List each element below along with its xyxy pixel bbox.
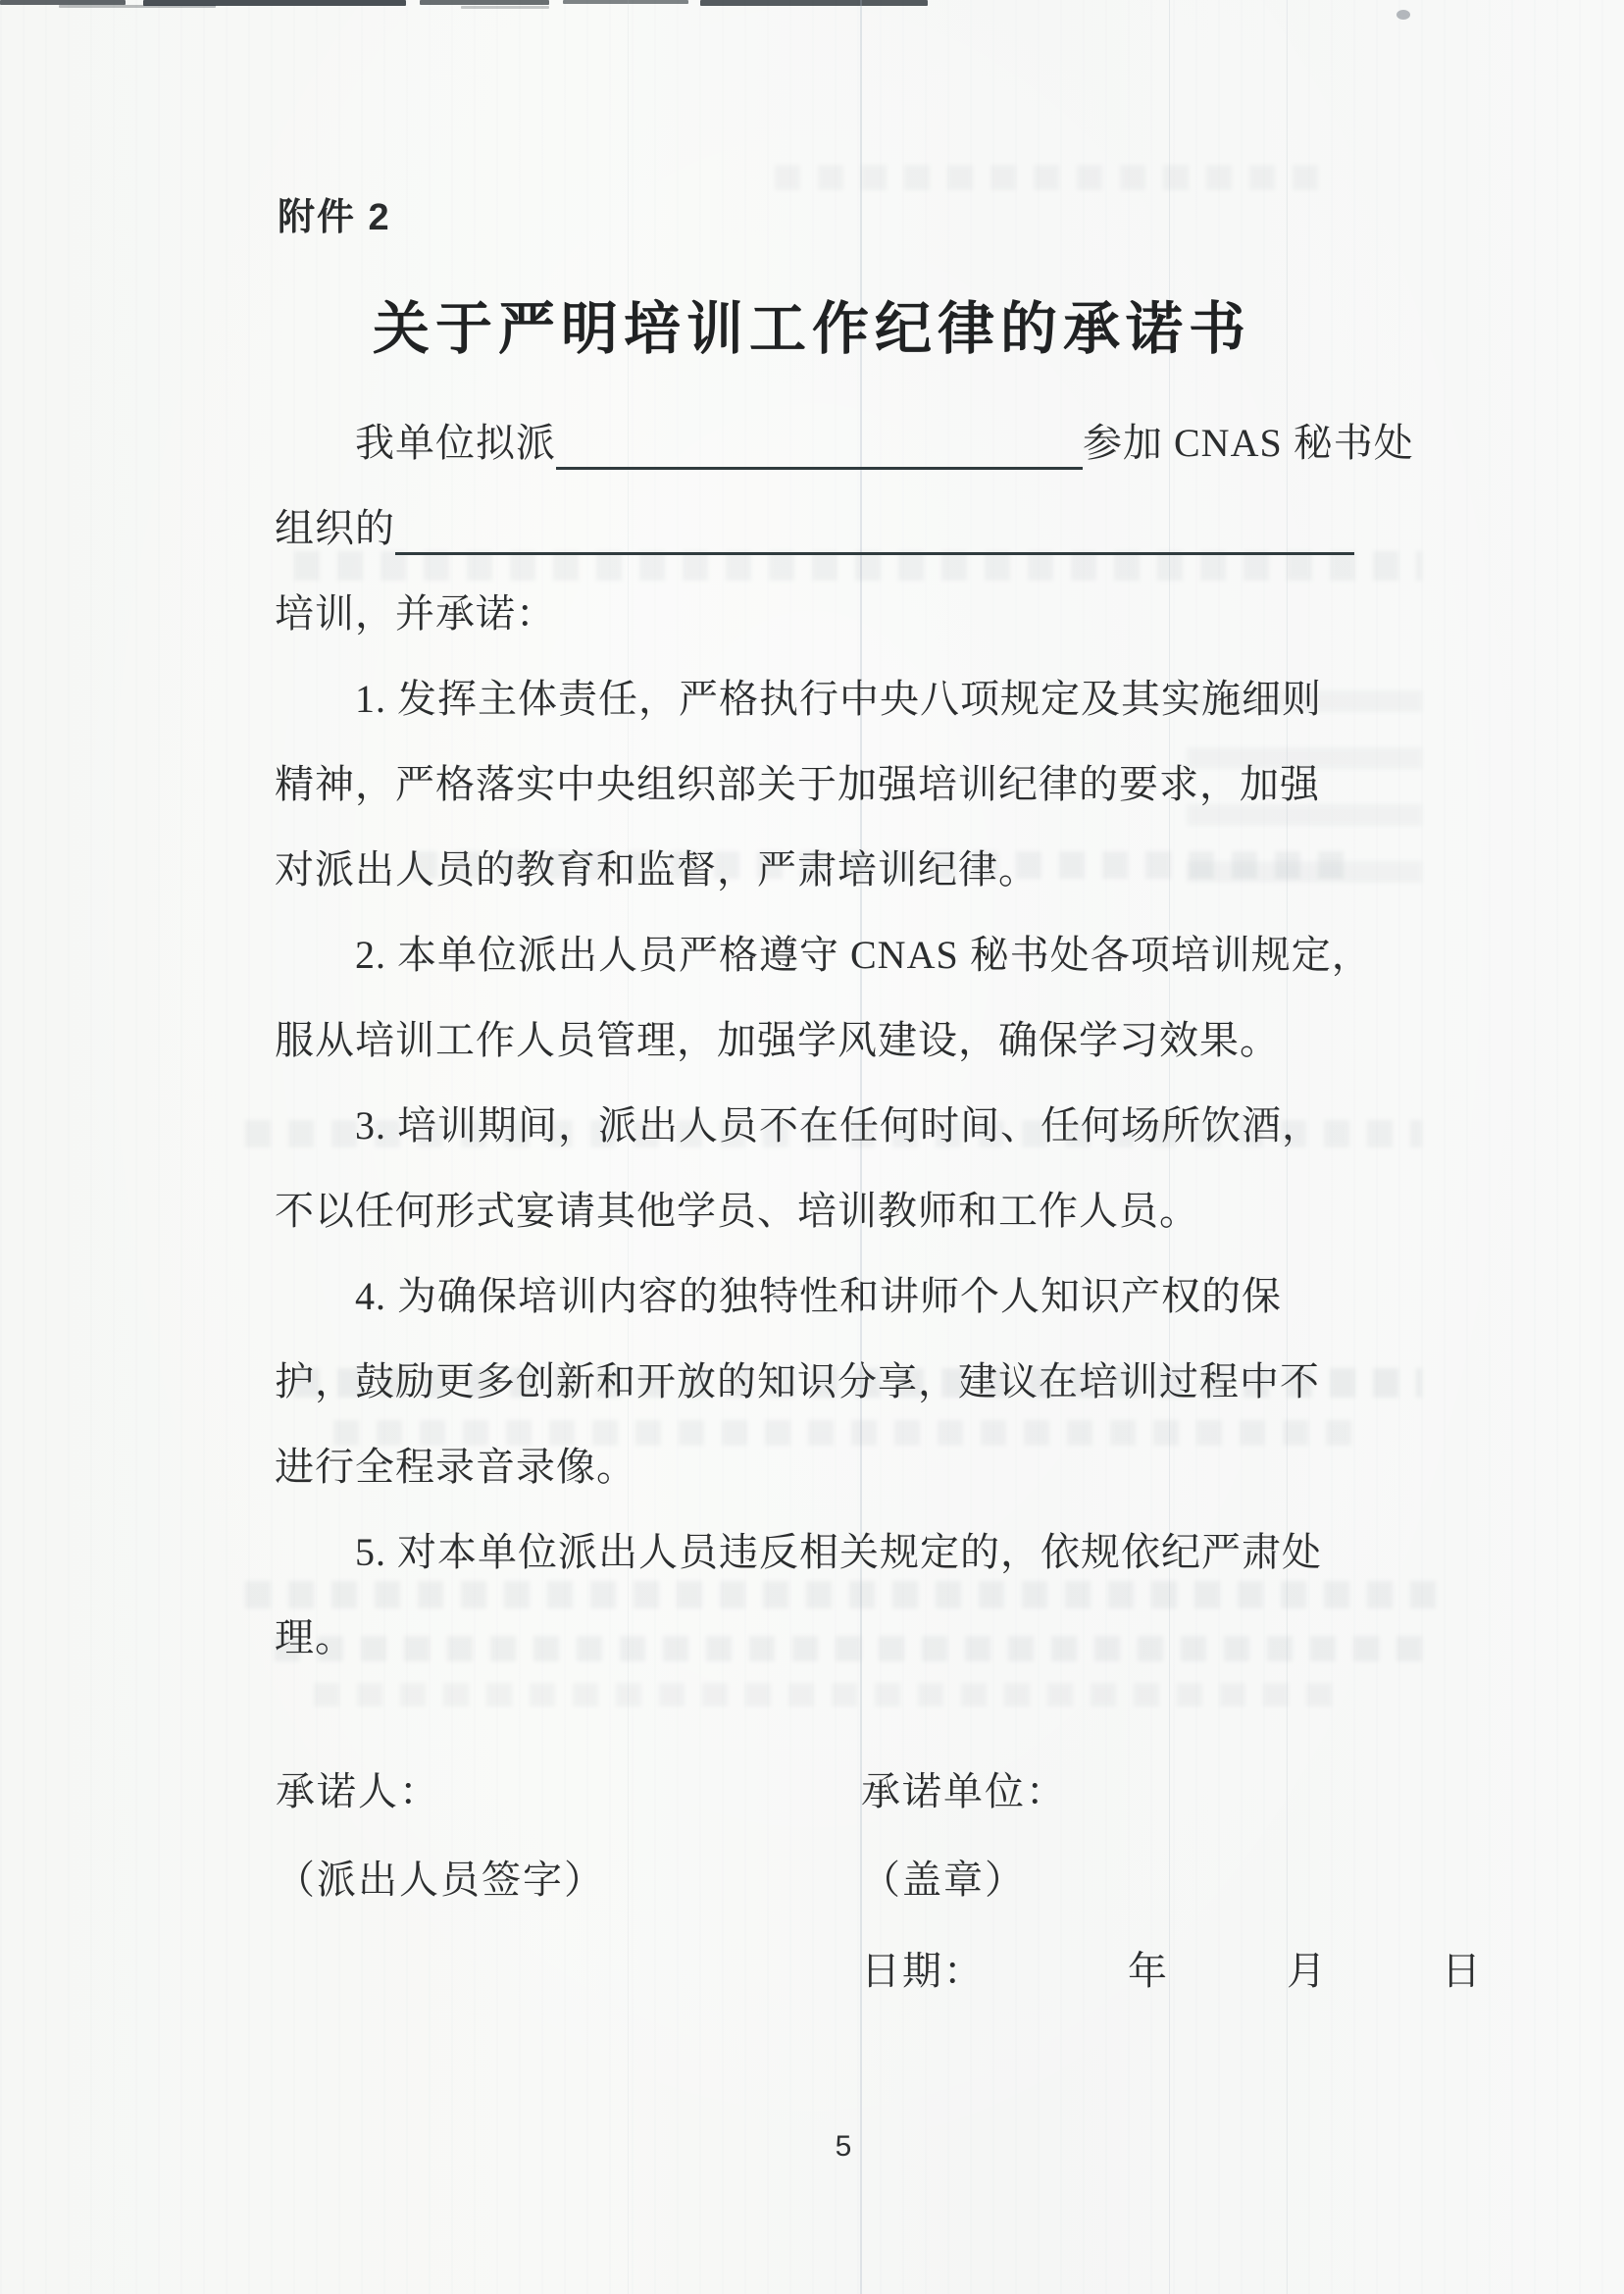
item-1-line: 1. 发挥主体责任，严格执行中央八项规定及其实施细则 bbox=[355, 677, 1322, 721]
intro-line-1 bbox=[275, 400, 1449, 485]
intro-line-1-suffix: 参加 CNAS 秘书处 bbox=[1083, 421, 1414, 465]
item-2-line: 2. 本单位派出人员严格遵守 CNAS 秘书处各项培训规定， bbox=[355, 933, 1372, 977]
scan-edge-artifact bbox=[59, 5, 216, 8]
scan-edge-artifact bbox=[461, 6, 549, 9]
unit-seal-note: （盖章） bbox=[861, 1858, 1026, 1902]
month-label: 月 bbox=[1287, 1949, 1328, 1993]
bleed-through-smudge bbox=[775, 165, 1324, 190]
item-5-line: 5. 对本单位派出人员违反相关规定的，依规依纪严肃处 bbox=[355, 1530, 1322, 1574]
item-3-line: 不以任何形式宴请其他学员、培训教师和工作人员。 bbox=[275, 1189, 1199, 1233]
item-1-line: 对派出人员的教育和监督，严肃培训纪律。 bbox=[275, 847, 1039, 892]
date-line bbox=[861, 1940, 1483, 1996]
intro-line-2-prefix: 组织的 bbox=[275, 506, 395, 550]
document-body bbox=[275, 400, 1449, 1680]
year-label: 年 bbox=[1128, 1949, 1169, 1993]
trainee-name-blank bbox=[556, 410, 1083, 470]
intro-line-1-prefix: 我单位拟派 bbox=[355, 421, 556, 465]
promiser-label: 承诺人： bbox=[276, 1769, 440, 1813]
promiser-signature-note: （派出人员签字） bbox=[276, 1858, 605, 1902]
item-4-line: 4. 为确保培训内容的独特性和讲师个人知识产权的保 bbox=[355, 1274, 1282, 1318]
bleed-through-smudge bbox=[314, 1683, 1344, 1707]
intro-line-3: 培训，并承诺： bbox=[275, 591, 556, 636]
scan-edge-artifact bbox=[420, 0, 549, 5]
scan-speck-artifact bbox=[1396, 10, 1410, 20]
day-label: 日 bbox=[1442, 1949, 1483, 1993]
promise-unit-label: 承诺单位： bbox=[861, 1769, 1067, 1813]
item-5-line: 理。 bbox=[275, 1615, 355, 1659]
training-name-blank bbox=[395, 495, 1354, 555]
item-4-line: 护，鼓励更多创新和开放的知识分享，建议在培训过程中不 bbox=[275, 1359, 1320, 1403]
scan-edge-artifact bbox=[563, 0, 688, 4]
intro-line-2 bbox=[275, 485, 1449, 571]
item-3-line: 3. 培训期间，派出人员不在任何时间、任何场所饮酒， bbox=[355, 1103, 1322, 1147]
document-title: 关于严明培训工作纪律的承诺书 bbox=[372, 297, 1251, 361]
page-number: 5 bbox=[835, 2130, 852, 2163]
item-4-line: 进行全程录音录像。 bbox=[275, 1445, 636, 1489]
attachment-label: 附件 2 bbox=[278, 197, 391, 238]
scan-edge-artifact bbox=[700, 0, 928, 6]
item-2-line: 服从培训工作人员管理，加强学风建设，确保学习效果。 bbox=[275, 1018, 1280, 1062]
date-label: 日期： bbox=[861, 1949, 985, 1993]
item-1-line: 精神，严格落实中央组织部关于加强培训纪律的要求，加强 bbox=[275, 762, 1320, 806]
